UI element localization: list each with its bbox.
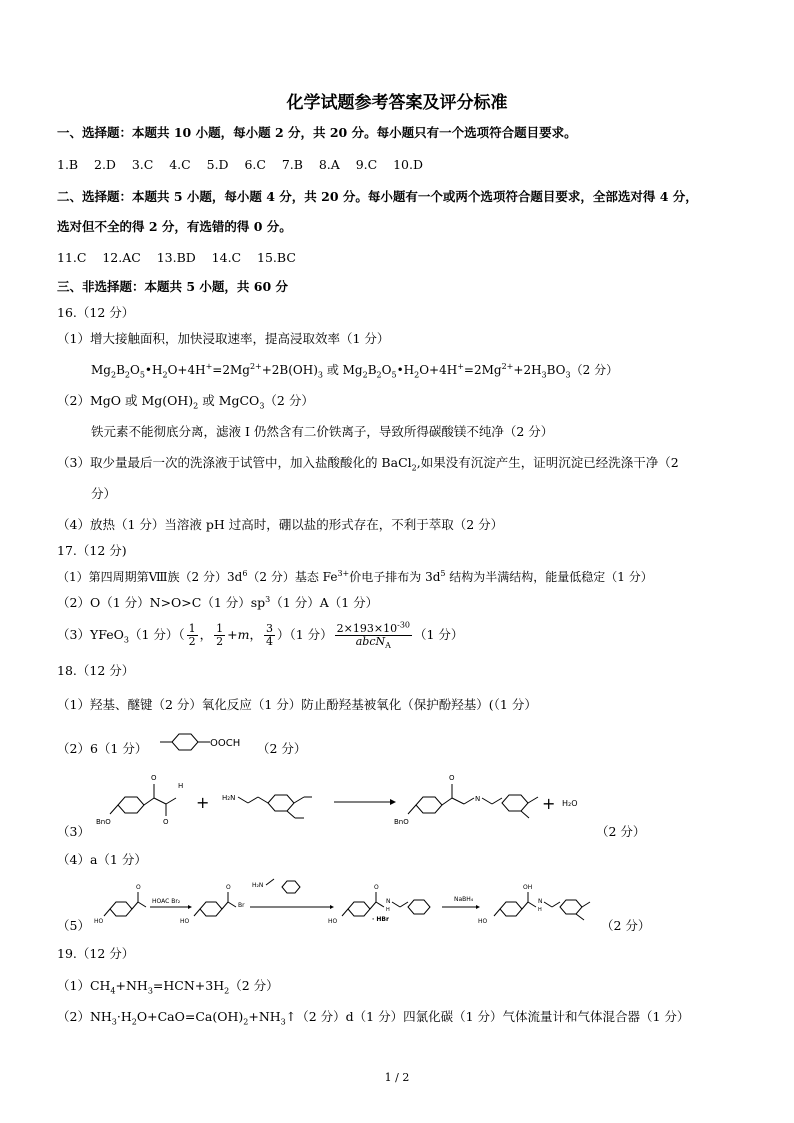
density-fraction: $\frac{2\times 193\times 10^{-30}}{abcN_A}$ [336,620,410,651]
svg-text:HOAC Br₂: HOAC Br₂ [152,898,181,905]
q17-answer-2: （2）O（1 分）N>O>C（1 分）$sp^3(1$ 分）A（1 分） [57,594,379,610]
q18-answer-2-score: （2 分） [257,741,307,756]
q16-answer-2: （2）MgO 或 $Mg(OH)_2$ 或 MgCO$_3$（2 分） [57,393,314,411]
q16-answer-1: （1）增大接触面积，加快浸取速率，提高浸取效率（1 分） [57,331,390,346]
plus-sign: + [542,794,556,813]
section-2-answers: 11.C 12.AC 13.BD 14.C 15.BC [57,250,296,265]
plus-sign: + [196,793,210,812]
ester-label: OOCH [210,738,241,749]
q17-answer-3: （3）YFeO$_3$（1 分）（ $\frac{1}{2}$ ， $\frac{1}{2}$ +m， $\frac{3}{4}$ ）（1 分） $\frac{2\times 193\times 10^{-30}}{abcN_A}$ （1 分） [57,620,464,651]
q16-answer-2-line2: 铁元素不能彻底分离，滤液 Ⅰ 仍然含有二价铁离子，导致所得碳酸镁不纯净（2 分） [91,424,554,439]
q19-answer-2: $(2)NH_3\cdot H_2O+CaO=Ca(OH)_2+NH_3↑(2$ 分）d（1 分）四氯化碳（1 分）气体流量计和气体混合器（1 分） [57,1009,690,1027]
svg-text:HO: HO [94,918,104,925]
q18-answer-4: （4）a（1 分） [57,852,147,867]
svg-text:H₂N: H₂N [252,882,264,889]
q18-synthesis-5-scheme [92,873,612,931]
section-3-heading: 三、非选择题：本题共 5 小题，共 60 分 [57,279,289,294]
section-1-answers: 1.B 2.D 3.C 4.C 5.D 6.C 7.B 8.A 9.C 10.D [57,157,423,172]
svg-text:HO: HO [328,918,338,925]
svg-text:N: N [538,898,543,905]
q18-answer-2: （2）6（1 分） [57,741,148,756]
page-number: 1 / 2 [384,1071,410,1084]
q18-answer-3-label: （3） [57,824,90,839]
svg-text:HO: HO [478,918,488,925]
q19-answer-1: $(1)CH_4+NH_3=HCN+3H_2(2$ 分） [57,978,279,996]
svg-text:HO: HO [180,918,190,925]
q16-heading: 16.（12 分） [57,305,135,320]
q16-answer-4: （4）放热（1 分）当溶液 pH 过高时，硼以盐的形式存在，不利于萃取（2 分） [57,517,504,532]
fraction-1-2-a: $\frac{1}{2}$ [188,622,196,648]
svg-text:O: O [449,774,455,782]
fraction-1-2-b: $\frac{1}{2}$ [216,622,224,648]
svg-text:· HBr: · HBr [372,916,389,923]
svg-text:H: H [538,907,542,913]
svg-text:N: N [475,795,481,803]
svg-text:OH: OH [523,884,533,891]
q18-heading: 18.（12 分） [57,663,135,678]
q17-heading: 17.（12 分) [57,543,127,558]
svg-text:O: O [151,774,157,782]
section-1-heading: 一、选择题：本题共 10 小题，每小题 2 分，共 20 分。每小题只有一个选项符合题目要求。 [57,125,577,140]
svg-text:H₂N: H₂N [222,794,236,802]
section-2-heading-line1: 二、选择题：本题共 5 小题，每小题 4 分，共 20 分。每小题有一个或两个选项符合题目要求，全部选对得 4 分， [57,189,698,204]
section-2-heading-line2: 选对但不全的得 2 分，有选错的得 0 分。 [57,219,292,234]
q17-answer-1: （1）第四周期第Ⅷ族（2 分）$3d^6(2$ 分）基态 $Fe^{3+}$价电子排布为 $3d^5$ 结构为半满结构，能量低稳定（1 分） [57,569,653,584]
q18-answer-5-label: （5） [57,918,90,933]
svg-text:N: N [386,898,391,905]
svg-text:BnO: BnO [96,818,111,826]
q18-answer-3-score: （2 分） [596,824,646,839]
q18-answer-5-score: （2 分） [601,918,651,933]
svg-text:O: O [136,884,141,891]
fraction-3-4: $\frac{3}{4}$ [265,622,273,648]
svg-text:Br: Br [238,902,245,909]
svg-text:O: O [226,884,231,891]
q18-answer-1: （1）羟基、醚键（2 分）氧化反应（1 分）防止酚羟基被氧化（保护酚羟基）(（1 分） [57,697,537,712]
svg-text:H₂O: H₂O [562,799,578,808]
q16-answer-3: （3）取少量最后一次的洗涤液于试管中，加入盐酸酸化的 BaCl$_2$,如果没有沉淀产生，证明沉淀已经洗涤干净（2 [57,455,679,473]
q16-answer-3-line2: 分） [91,486,117,501]
q18-answer-2-structure [158,730,254,756]
svg-text:O: O [374,884,379,891]
svg-text:NaBH₄: NaBH₄ [454,896,474,903]
q19-heading: 19.（12 分） [57,946,135,961]
q16-answer-1-equation: $Mg_2B_2O_5•H_2O+4H^+=2Mg^{2+}+2B(OH)_3$ 或 $Mg_2B_2O_5•H_2O+4H^+=2Mg^{2+}+2H_3BO_3(2$ 分） [91,362,619,380]
svg-text:BnO: BnO [394,818,409,826]
svg-text:H: H [386,907,390,913]
svg-text:H: H [178,782,184,790]
page-title: 化学试题参考答案及评分标准 [286,93,508,113]
q18-reaction-3-scheme [90,770,610,830]
svg-text:O: O [163,818,169,826]
